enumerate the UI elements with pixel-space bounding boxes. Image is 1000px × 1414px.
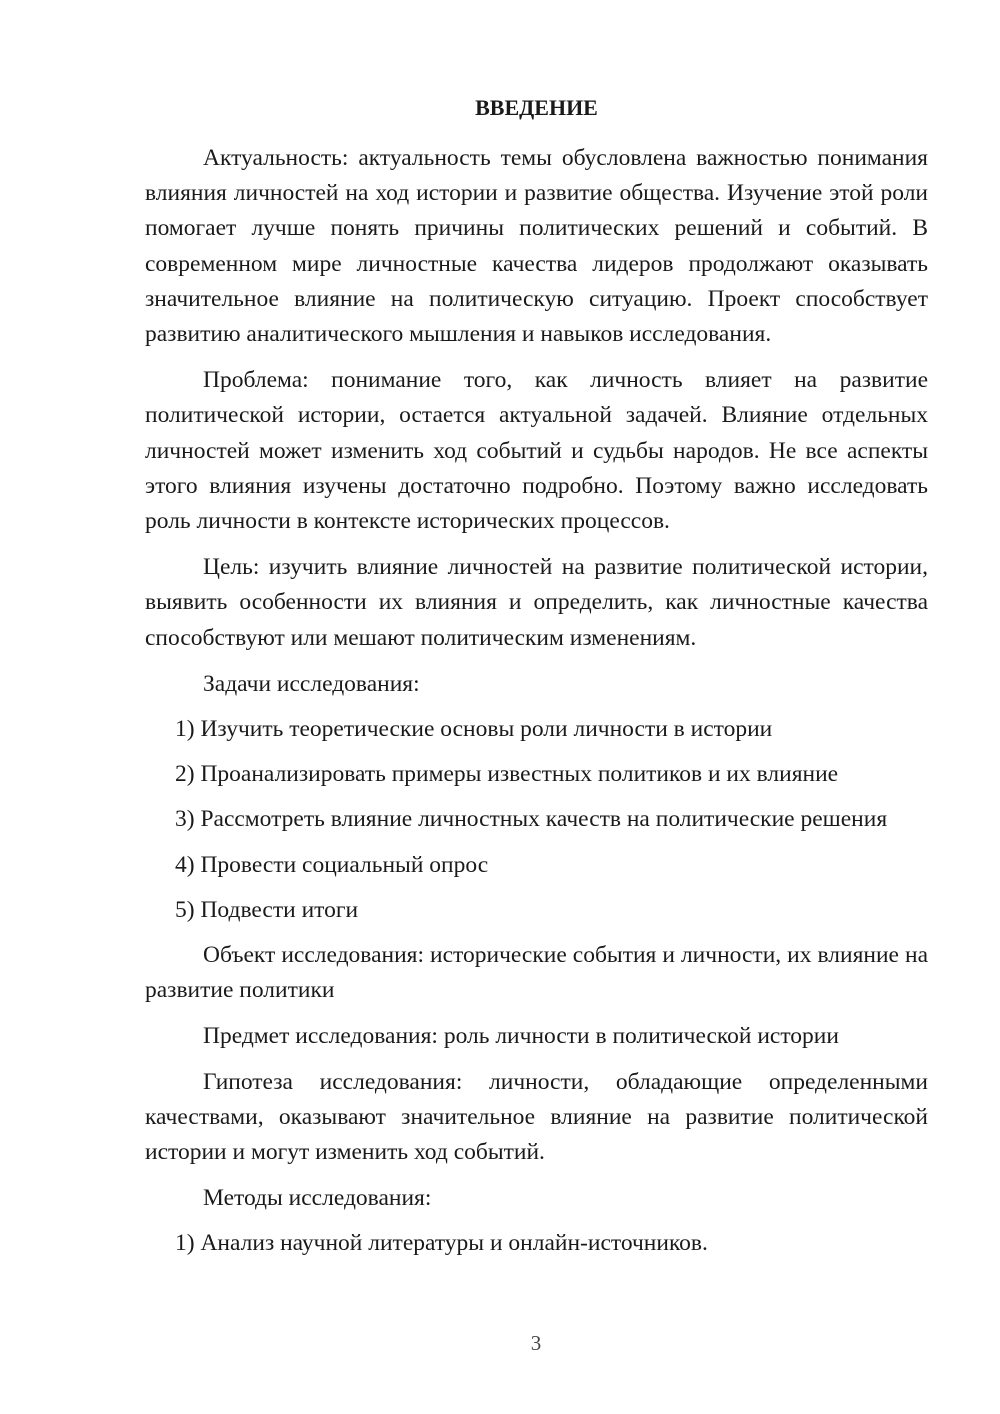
- paragraph-hypothesis: Гипотеза исследования: личности, обладающие определенными качествами, оказывают значительное влияние на развитие политической истории и могут изменить ход событий.: [145, 1068, 928, 1166]
- document-body: [145, 92, 928, 1272]
- methods-label: Методы исследования:: [203, 1185, 432, 1212]
- methods-list: [145, 1226, 928, 1261]
- paragraph-relevance: Актуальность: актуальность темы обусловлена важностью понимания влияния личностей на ход истории и развитие общества. Изучение этой роли помогает лучше понять причины политических решений и событий. В современном мире личностные качества лидеров продолжают оказывать значительное влияние на политическую ситуацию. Проект способствует развитию аналитического мышления и навыков исследования.: [145, 145, 928, 348]
- list-item: 3) Рассмотреть влияние личностных качеств на политические решения: [175, 806, 888, 833]
- list-item: 4) Провести социальный опрос: [175, 851, 489, 878]
- tasks-list: [145, 712, 928, 928]
- paragraph-subject: Предмет исследования: роль личности в политической истории: [203, 1023, 839, 1050]
- paragraph-object: Объект исследования: исторические события и личности, их влияние на развитие политики: [145, 942, 928, 1004]
- list-item: 1) Изучить теоретические основы роли личности в истории: [175, 716, 773, 743]
- section-title: ВВЕДЕНИЕ: [475, 95, 598, 120]
- page-number: 3: [530, 1331, 542, 1355]
- tasks-label: Задачи исследования:: [203, 670, 420, 697]
- paragraph-problem: Проблема: понимание того, как личность влияет на развитие политической истории, остается актуальной задачей. Влияние отдельных личностей может изменить ход событий и судьбы народов. Не все аспекты этого влияния изучены достаточно подробно. Поэтому важно исследовать роль личности в контексте исторических процессов.: [145, 367, 928, 535]
- list-item: 1) Анализ научной литературы и онлайн-источников.: [175, 1230, 708, 1257]
- list-item: 2) Проанализировать примеры известных политиков и их влияние: [175, 761, 839, 788]
- list-item: 5) Подвести итоги: [175, 896, 359, 923]
- paragraph-goal: Цель: изучить влияние личностей на развитие политической истории, выявить особенности их влияния и определить, как личностные качества способствуют или мешают политическим изменениям.: [145, 554, 928, 651]
